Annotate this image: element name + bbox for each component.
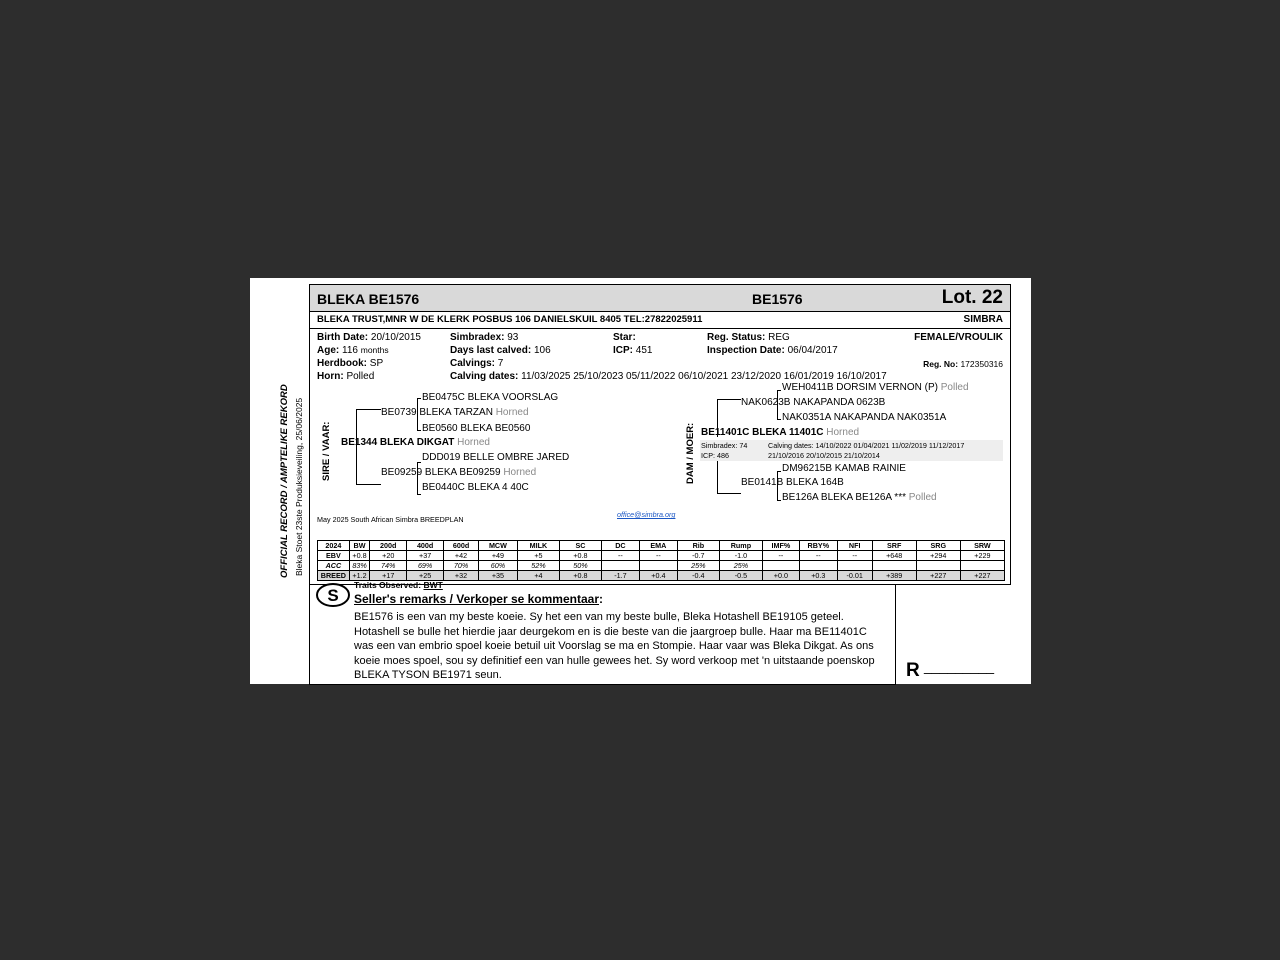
remarks-title: Seller's remarks / Verkoper se kommentaar: <box>354 592 603 606</box>
ebv-cell: SRG <box>916 541 960 551</box>
dam-icp: ICP: 486 <box>701 451 729 460</box>
owner-line: BLEKA TRUST,MNR W DE KLERK POSBUS 106 DANIELSKUIL 8405 TEL:27822025911 <box>317 314 703 325</box>
ebv-cell: -1.7 <box>601 571 639 581</box>
ebv-cell <box>872 561 916 571</box>
ebv-cell: +648 <box>872 551 916 561</box>
ebv-cell: SC <box>559 541 601 551</box>
ebv-cell: +49 <box>478 551 517 561</box>
ebv-cell: +0.3 <box>799 571 837 581</box>
dam-sire: NAK0623B NAKAPANDA 0623B <box>741 397 886 408</box>
ebv-cell <box>916 561 960 571</box>
ebv-cell: 25% <box>677 561 719 571</box>
ebv-cell: +0.4 <box>639 571 677 581</box>
ebv-cell: DC <box>601 541 639 551</box>
ebv-cell: NFI <box>837 541 872 551</box>
simbradex: Simbradex: 93 <box>450 332 519 343</box>
ebv-cell <box>837 561 872 571</box>
sex-label: FEMALE/VROULIK <box>914 332 1003 343</box>
days-last-calved: Days last calved: 106 <box>450 345 551 356</box>
ebv-cell: MILK <box>517 541 559 551</box>
sire-label: SIRE / VAAR: <box>321 421 332 481</box>
dam-calving-dates-2: 21/10/2016 20/10/2015 21/10/2014 <box>768 451 880 460</box>
dam: BE11401C BLEKA 11401C Horned <box>701 427 860 438</box>
ebv-cell: 52% <box>517 561 559 571</box>
calving-dates: Calving dates: 11/03/2025 25/10/2023 05/11/2022 06/10/2021 23/12/2020 16/01/2019 16/10/2017 <box>450 371 887 382</box>
inspection-date: Inspection Date: 06/04/2017 <box>707 345 838 356</box>
star: Star: <box>613 332 636 343</box>
ebv-cell: 83% <box>349 561 370 571</box>
auction-label: Bleka Stoet 23ste Produksieveiling, 25/06/2025 <box>294 397 304 576</box>
breed-label: SIMBRA <box>963 314 1003 325</box>
ebv-cell: 50% <box>559 561 601 571</box>
ebv-cell: 74% <box>370 561 407 571</box>
ebv-cell: +227 <box>960 571 1004 581</box>
ebv-cell <box>601 561 639 571</box>
owner-bar <box>309 312 1011 329</box>
official-record-label: OFFICIAL RECORD / AMPTELIKE REKORD <box>279 384 290 578</box>
simbra-logo-icon <box>315 581 351 609</box>
ebv-cell: Rump <box>719 541 762 551</box>
ebv-cell: MCW <box>478 541 517 551</box>
sire-dam: BE09259 BLEKA BE09259 Horned <box>381 467 537 478</box>
ebv-cell: -- <box>762 551 799 561</box>
ebv-cell: +37 <box>407 551 444 561</box>
reg-status: Reg. Status: REG <box>707 332 790 343</box>
acc-row <box>318 561 1005 571</box>
ebv-cell: IMF% <box>762 541 799 551</box>
ebv-cell: +0.8 <box>559 571 601 581</box>
dam-sire-dam: NAK0351A NAKAPANDA NAK0351A <box>782 412 947 423</box>
ebv-cell: -- <box>837 551 872 561</box>
animal-card <box>309 284 1011 684</box>
ebv-cell: 70% <box>444 561 479 571</box>
calvings: Calvings: 7 <box>450 358 504 369</box>
dam-label: DAM / MOER: <box>685 422 696 484</box>
remarks-text: BE1576 is een van my beste koeie. Sy het een van my beste bulle, Bleka Hotashell BE19105 geteel. Hotashell se bulle het hierdie jaar deurgekom en is die beste van die jaargroep bulle. Haar ma BE11401C was een van embrio spoel koeie betuil uit Voorslag se ma en Stompie. Haar vaar was Bleka Dikgat. As ons koeie moes spoel, sou sy definitief een van hulle gewees het. Sy word verkoop met 'n uitstaande poenskop BLEKA TYSON BE1971 seun. <box>354 611 875 682</box>
ebv-cell: +42 <box>444 551 479 561</box>
lot-card-page <box>250 278 1031 684</box>
lot-number: Lot. 22 <box>941 287 1003 308</box>
sire-dam-dam: BE0440C BLEKA 4 40C <box>422 482 529 493</box>
ebv-cell: -1.0 <box>719 551 762 561</box>
ebv-cell: BREED <box>318 571 350 581</box>
ebv-cell: +25 <box>407 571 444 581</box>
dam-dam-sire: DM96215B KAMAB RAINIE <box>782 463 906 474</box>
reg-number: Reg. No: 172350316 <box>923 359 1003 369</box>
ebv-cell: 200d <box>370 541 407 551</box>
birth-date: Birth Date: 20/10/2015 <box>317 332 421 343</box>
ebv-cell: -0.7 <box>677 551 719 561</box>
ebv-cell: Rib <box>677 541 719 551</box>
ebv-cell: +229 <box>960 551 1004 561</box>
ebv-cell: 69% <box>407 561 444 571</box>
breed-avg-row <box>318 571 1005 581</box>
ebv-cell: 60% <box>478 561 517 571</box>
dam-calving-dates-1: Calving dates: 14/10/2022 01/04/2021 11/02/2019 11/12/2017 <box>768 441 965 450</box>
ebv-cell: +0.8 <box>559 551 601 561</box>
card-header <box>309 284 1011 312</box>
ebv-cell: +17 <box>370 571 407 581</box>
svg-text:S: S <box>327 586 339 605</box>
age: Age: 116 months <box>317 345 389 356</box>
ebv-cell: -0.01 <box>837 571 872 581</box>
ebv-cell: +5 <box>517 551 559 561</box>
ebv-cell: +4 <box>517 571 559 581</box>
ebv-cell <box>960 561 1004 571</box>
dam-simbradex: Simbradex: 74 <box>701 441 748 450</box>
ebv-cell: +20 <box>370 551 407 561</box>
dam-dam: BE0141B BLEKA 164B <box>741 477 844 488</box>
ebv-cell <box>799 561 837 571</box>
ebv-cell: +389 <box>872 571 916 581</box>
traits-observed: Traits Observed: BWT <box>354 580 443 590</box>
ebv-cell: 400d <box>407 541 444 551</box>
ebv-cell: +35 <box>478 571 517 581</box>
ebv-table <box>317 540 1005 581</box>
ebv-cell: -- <box>601 551 639 561</box>
dam-dam-dam: BE126A BLEKA BE126A *** Polled <box>782 492 937 503</box>
ebv-cell: BW <box>349 541 370 551</box>
ebv-cell: RBY% <box>799 541 837 551</box>
ebv-cell <box>762 561 799 571</box>
ebv-cell: 2024 <box>318 541 350 551</box>
ebv-cell: EBV <box>318 551 350 561</box>
ebv-cell: -- <box>799 551 837 561</box>
email-link[interactable]: office@simbra.org <box>617 510 676 519</box>
price-field[interactable]: _________ <box>924 658 995 674</box>
ebv-cell: -- <box>639 551 677 561</box>
sire-sire-dam: BE0560 BLEKA BE0560 <box>422 423 531 434</box>
sire: BE1344 BLEKA DIKGAT Horned <box>341 437 490 448</box>
ebv-cell: 600d <box>444 541 479 551</box>
ebv-cell: ACC <box>318 561 350 571</box>
ebv-cell: +32 <box>444 571 479 581</box>
ebv-row <box>318 551 1005 561</box>
ebv-cell: +0.0 <box>762 571 799 581</box>
ebv-cell: +0.8 <box>349 551 370 561</box>
sire-dam-sire: DDD019 BELLE OMBRE JARED <box>422 452 570 463</box>
ebv-cell: SRF <box>872 541 916 551</box>
animal-name: BLEKA BE1576 <box>317 291 420 307</box>
animal-id: BE1576 <box>752 291 803 307</box>
icp: ICP: 451 <box>613 345 653 356</box>
price-label: R <box>906 660 920 681</box>
ebv-cell: +294 <box>916 551 960 561</box>
ebv-cell: 25% <box>719 561 762 571</box>
sire-sire-sire: BE0475C BLEKA VOORSLAG <box>422 392 559 403</box>
ebv-cell: -0.4 <box>677 571 719 581</box>
ebv-cell <box>639 561 677 571</box>
herdbook: Herdbook: SP <box>317 358 384 369</box>
ebv-cell: -0.5 <box>719 571 762 581</box>
breedplan-caption: May 2025 South African Simbra BREEDPLAN <box>317 515 464 524</box>
ebv-cell: +227 <box>916 571 960 581</box>
horn: Horn: Polled <box>317 371 375 382</box>
ebv-cell: EMA <box>639 541 677 551</box>
ebv-cell: SRW <box>960 541 1004 551</box>
sire-sire: BE0739 BLEKA TARZAN Horned <box>381 407 529 418</box>
ebv-cell: +1.2 <box>349 571 370 581</box>
dam-sire-sire: WEH0411B DORSIM VERNON (P) Polled <box>782 382 969 393</box>
ebv-header-row <box>318 541 1005 551</box>
